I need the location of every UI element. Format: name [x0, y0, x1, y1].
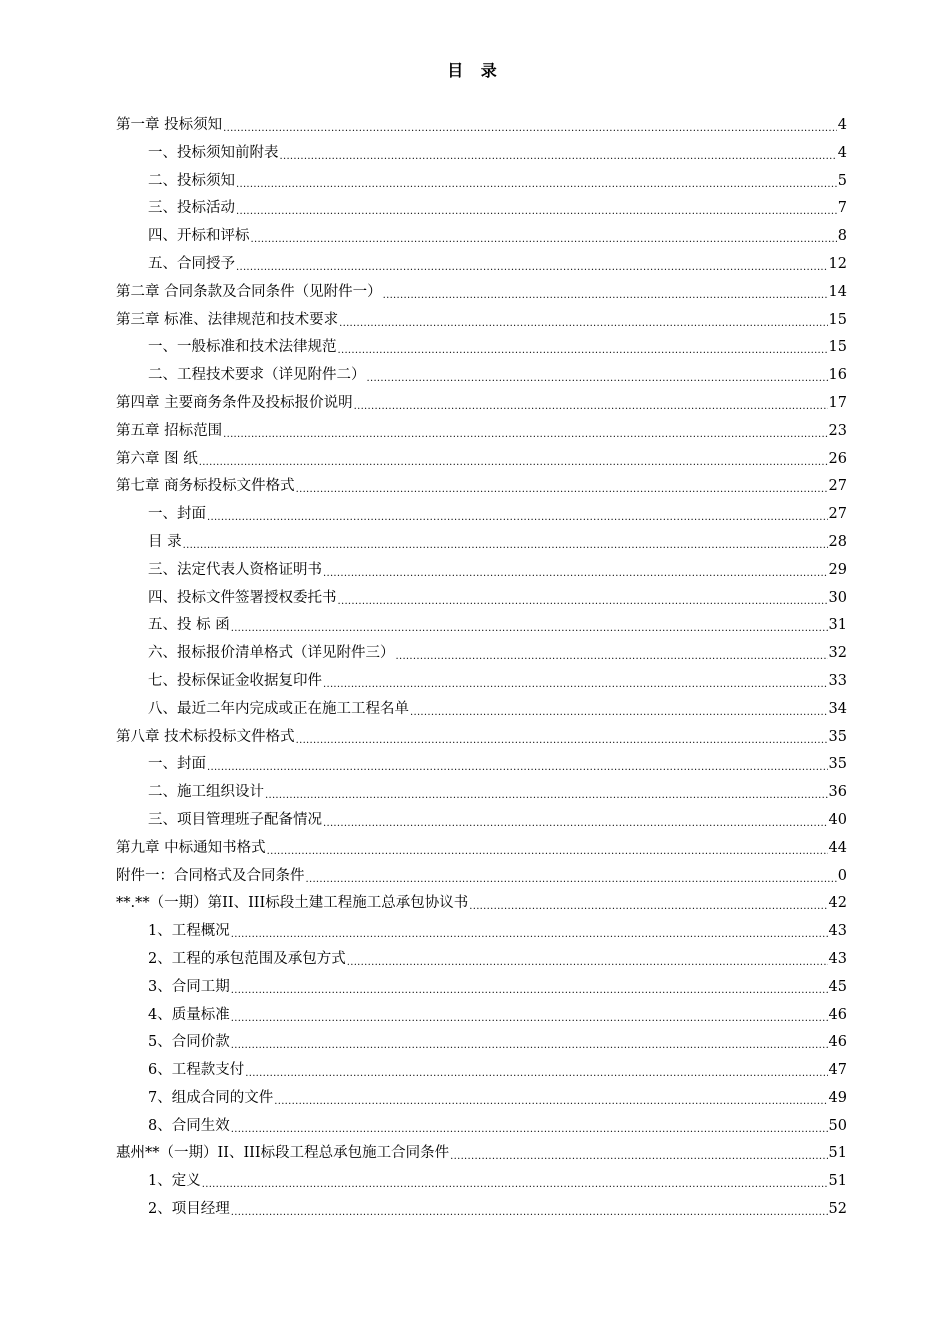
toc-dot-leader: [306, 864, 837, 892]
toc-dot-leader: [236, 196, 837, 224]
toc-entry-title: 六、报标报价清单格式（详见附件三）: [148, 645, 395, 662]
toc-entry[interactable]: [116, 974, 847, 1002]
toc-entry-page-number: 16: [828, 367, 847, 384]
toc-entry[interactable]: [116, 473, 847, 501]
toc-entry-title: 6、工程款支付: [148, 1062, 245, 1079]
toc-entry-page-number: 15: [828, 311, 847, 328]
toc-entry-page-number: 23: [828, 422, 847, 439]
toc-entry[interactable]: [116, 946, 847, 974]
toc-entry-title: 2、项目经理: [148, 1201, 230, 1218]
toc-entry-title: 第六章 图 纸: [116, 450, 198, 467]
toc-entry[interactable]: [116, 168, 847, 196]
toc-entry-page-number: 35: [828, 728, 847, 745]
toc-dot-leader: [280, 141, 837, 169]
toc-entry-title: 二、投标须知: [148, 172, 235, 189]
toc-entry-page-number: 43: [828, 923, 847, 940]
toc-dot-leader: [223, 113, 837, 141]
toc-entry-title: 第七章 商务标投标文件格式: [116, 478, 295, 495]
toc-entry[interactable]: [116, 751, 847, 779]
toc-dot-leader: [251, 224, 837, 252]
toc-dot-leader: [347, 947, 828, 975]
toc-dot-leader: [202, 1169, 828, 1197]
toc-entry-title: 附件一：合同格式及合同条件: [116, 867, 305, 884]
toc-entry-title: 一、封面: [148, 756, 206, 773]
toc-entry-page-number: 34: [828, 700, 847, 717]
toc-dot-leader: [231, 1030, 828, 1058]
toc-entry-title: 第四章 主要商务条件及投标报价说明: [116, 394, 353, 411]
toc-dot-leader: [207, 502, 828, 530]
toc-entry-page-number: 46: [828, 1006, 847, 1023]
toc-dot-leader: [354, 391, 828, 419]
toc-dot-leader: [231, 1197, 828, 1225]
toc-entry-title: 3、合同工期: [148, 978, 230, 995]
toc-entry-page-number: 45: [828, 978, 847, 995]
toc-entry-page-number: 7: [837, 200, 847, 217]
toc-entry-page-number: 27: [828, 506, 847, 523]
toc-entry[interactable]: [116, 140, 847, 168]
toc-entry-title: 四、开标和评标: [148, 228, 250, 245]
toc-entry-title: 第九章 中标通知书格式: [116, 839, 266, 856]
toc-dot-leader: [383, 280, 828, 308]
toc-entry[interactable]: [116, 612, 847, 640]
toc-entry[interactable]: [116, 863, 847, 891]
toc-entry[interactable]: [116, 334, 847, 362]
toc-entry[interactable]: [116, 529, 847, 557]
toc-entry-page-number: 49: [828, 1089, 847, 1106]
toc-entry[interactable]: [116, 918, 847, 946]
toc-entry[interactable]: [116, 501, 847, 529]
toc-entry[interactable]: [116, 1002, 847, 1030]
toc-dot-leader: [223, 419, 827, 447]
toc-entry-page-number: 32: [828, 645, 847, 662]
toc-entry-title: **.**（一期）第II、III标段土建工程施工总承包协议书: [116, 895, 469, 912]
toc-entry[interactable]: [116, 279, 847, 307]
toc-entry[interactable]: [116, 362, 847, 390]
toc-entry-title: 4、质量标准: [148, 1006, 230, 1023]
toc-entry[interactable]: [116, 1113, 847, 1141]
toc-entry-page-number: 8: [837, 228, 847, 245]
toc-entry-page-number: 4: [837, 144, 847, 161]
toc-entry[interactable]: [116, 195, 847, 223]
toc-entry-page-number: 12: [828, 255, 847, 272]
toc-entry-title: 1、工程概况: [148, 923, 230, 940]
toc-entry-title: 2、工程的承包范围及承包方式: [148, 950, 346, 967]
toc-entry-page-number: 43: [828, 950, 847, 967]
toc-dot-leader: [323, 558, 828, 586]
toc-dot-leader: [469, 891, 827, 919]
toc-entry-title: 5、合同价款: [148, 1034, 230, 1051]
toc-entry-title: 一、一般标准和技术法律规范: [148, 339, 337, 356]
toc-dot-leader: [231, 613, 828, 641]
toc-dot-leader: [231, 975, 828, 1003]
toc-dot-leader: [207, 752, 828, 780]
toc-entry-title: 三、法定代表人资格证明书: [148, 561, 322, 578]
toc-entry-title: 三、项目管理班子配备情况: [148, 811, 322, 828]
toc-entry-page-number: 5: [837, 172, 847, 189]
toc-entry[interactable]: [116, 557, 847, 585]
toc-entry-title: 一、封面: [148, 506, 206, 523]
toc-entry-title: 五、投 标 函: [148, 617, 230, 634]
toc-entry[interactable]: [116, 890, 847, 918]
toc-entry[interactable]: [116, 807, 847, 835]
toc-entry-page-number: 30: [828, 589, 847, 606]
page-title: 目 录: [447, 61, 503, 80]
toc-entry[interactable]: [116, 1057, 847, 1085]
toc-entry-page-number: 28: [828, 533, 847, 550]
toc-dot-leader: [338, 335, 828, 363]
toc-entry-title: 惠州**（一期）II、III标段工程总承包施工合同条件: [116, 1145, 450, 1162]
toc-entry[interactable]: [116, 307, 847, 335]
toc-entry[interactable]: [116, 1196, 847, 1224]
toc-entry-page-number: 15: [828, 339, 847, 356]
toc-entry[interactable]: [116, 112, 847, 140]
toc-entry-title: 二、工程技术要求（详见附件二）: [148, 367, 366, 384]
toc-entry[interactable]: [116, 418, 847, 446]
toc-entry[interactable]: [116, 251, 847, 279]
toc-entry-page-number: 33: [828, 672, 847, 689]
toc-dot-leader: [236, 169, 837, 197]
toc-dot-leader: [231, 1114, 828, 1142]
toc-dot-leader: [323, 808, 828, 836]
toc-entry-page-number: 50: [828, 1117, 847, 1134]
toc-dot-leader: [245, 1058, 827, 1086]
toc-dot-leader: [267, 836, 828, 864]
toc-entry-title: 四、投标文件签署授权委托书: [148, 589, 337, 606]
toc-dot-leader: [199, 447, 828, 475]
toc-entry-title: 第五章 招标范围: [116, 422, 223, 439]
toc-dot-leader: [274, 1086, 827, 1114]
toc-entry-title: 一、投标须知前附表: [148, 144, 279, 161]
toc-entry-title: 1、定义: [148, 1173, 201, 1190]
toc-entry-title: 第一章 投标须知: [116, 117, 223, 133]
toc-entry-page-number: 44: [828, 839, 847, 856]
toc-entry-title: 第三章 标准、法律规范和技术要求: [116, 311, 339, 328]
toc-entry-page-number: 27: [828, 478, 847, 495]
toc-entry[interactable]: [116, 640, 847, 668]
toc-entry-title: 三、投标活动: [148, 200, 235, 217]
toc-entry[interactable]: [116, 1140, 847, 1168]
table-of-contents: [116, 112, 847, 1224]
toc-entry[interactable]: [116, 390, 847, 418]
toc-dot-leader: [296, 725, 828, 753]
toc-entry-title: 八、最近二年内完成或正在施工工程名单: [148, 700, 409, 717]
toc-entry[interactable]: [116, 223, 847, 251]
toc-entry-title: 第八章 技术标投标文件格式: [116, 728, 295, 745]
toc-entry-page-number: 42: [828, 895, 847, 912]
toc-entry-page-number: 35: [828, 756, 847, 773]
toc-entry-page-number: 14: [828, 283, 847, 300]
toc-dot-leader: [396, 641, 828, 669]
toc-entry-page-number: 51: [828, 1145, 847, 1162]
toc-dot-leader: [231, 919, 828, 947]
toc-entry-page-number: 17: [828, 394, 847, 411]
toc-dot-leader: [323, 669, 828, 697]
toc-entry-page-number: 40: [828, 811, 847, 828]
toc-entry[interactable]: [116, 1085, 847, 1113]
toc-dot-leader: [450, 1141, 827, 1169]
toc-dot-leader: [231, 1003, 828, 1031]
toc-dot-leader: [367, 363, 828, 391]
toc-dot-leader: [265, 780, 828, 808]
toc-entry-page-number: 47: [828, 1062, 847, 1079]
toc-entry-page-number: 4: [837, 117, 847, 133]
toc-entry[interactable]: [116, 668, 847, 696]
toc-entry-title: 二、施工组织设计: [148, 784, 264, 801]
toc-dot-leader: [183, 530, 828, 558]
toc-entry-title: 7、组成合同的文件: [148, 1089, 274, 1106]
toc-entry-title: 目 录: [148, 533, 182, 550]
toc-entry-title: 8、合同生效: [148, 1117, 230, 1134]
toc-entry-page-number: 51: [828, 1173, 847, 1190]
toc-entry[interactable]: [116, 835, 847, 863]
toc-entry[interactable]: [116, 724, 847, 752]
toc-entry[interactable]: [116, 1168, 847, 1196]
toc-entry-page-number: 36: [828, 784, 847, 801]
toc-entry[interactable]: [116, 446, 847, 474]
toc-entry-page-number: 31: [828, 617, 847, 634]
toc-dot-leader: [410, 697, 828, 725]
toc-entry-title: 第二章 合同条款及合同条件（见附件一）: [116, 283, 382, 300]
toc-dot-leader: [296, 474, 828, 502]
toc-entry-page-number: 46: [828, 1034, 847, 1051]
toc-entry-page-number: 52: [828, 1201, 847, 1218]
toc-entry[interactable]: [116, 696, 847, 724]
toc-entry-page-number: 0: [837, 867, 847, 884]
toc-entry[interactable]: [116, 585, 847, 613]
toc-entry[interactable]: [116, 779, 847, 807]
toc-dot-leader: [236, 252, 828, 280]
toc-dot-leader: [339, 308, 827, 336]
toc-entry[interactable]: [116, 1029, 847, 1057]
toc-entry-title: 五、合同授予: [148, 255, 235, 272]
toc-entry-page-number: 26: [828, 450, 847, 467]
toc-entry-page-number: 29: [828, 561, 847, 578]
toc-entry-title: 七、投标保证金收据复印件: [148, 672, 322, 689]
toc-dot-leader: [338, 586, 828, 614]
